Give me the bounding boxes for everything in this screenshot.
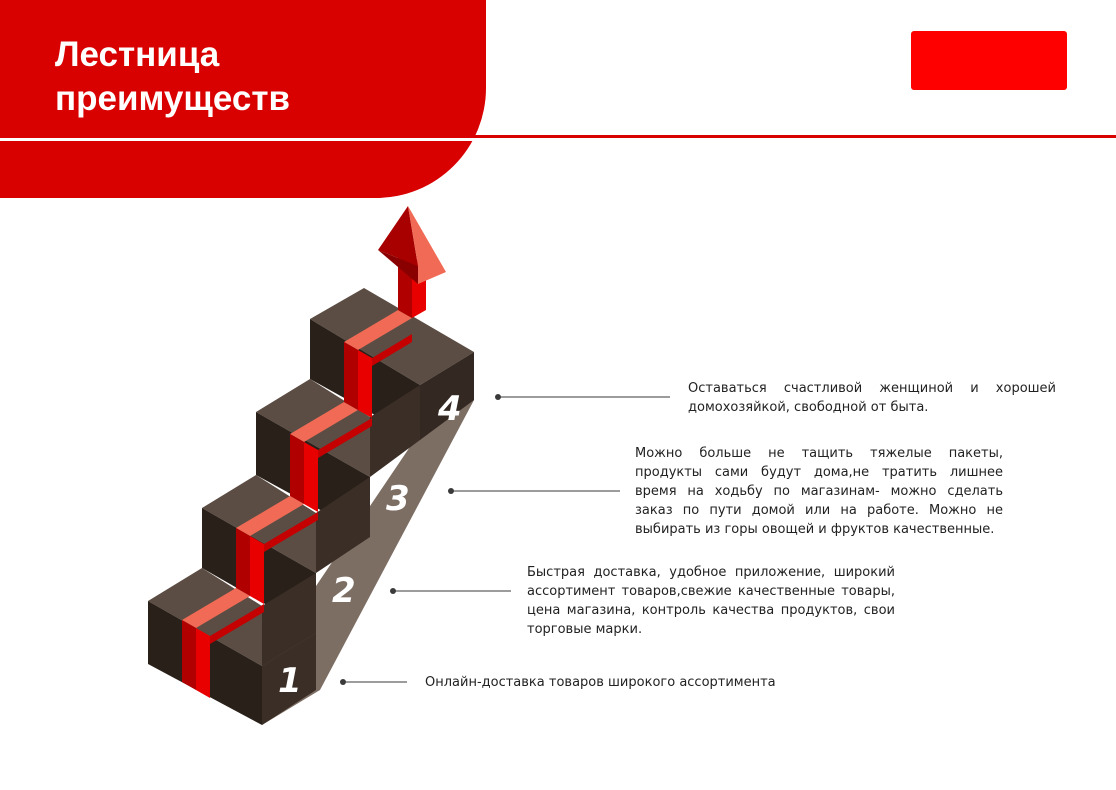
- step-number-2: 2: [332, 571, 356, 611]
- callout-connector-3: [448, 488, 620, 494]
- up-arrow-icon: [378, 206, 446, 284]
- callout-step-3: Можно больше не тащить тяжелые пакеты, продукты сами будут дома,не тратить лишнее время на ходьбу по магазинам- можно сделать заказ по пути домой или на работе. Можно не выбирать из горы овощей и фруктов качественные.: [635, 446, 1003, 537]
- step-number-4: 4: [438, 389, 462, 429]
- callout-connector-2: [390, 588, 511, 594]
- step-number-3: 3: [386, 479, 410, 519]
- callout-connector-4: [495, 394, 670, 400]
- callout-step-1: Онлайн-доставка товаров широкого ассортимента: [425, 675, 776, 690]
- callout-step-2: Быстрая доставка, удобное приложение, широкий ассортимент товаров,свежие качественные товары, цена магазина, контроль качества продуктов, свои торговые марки.: [527, 565, 895, 637]
- page-title: Лестница преимуществ: [55, 35, 291, 118]
- callout-connector-1: [340, 679, 407, 685]
- callout-step-4: Оставаться счастливой женщиной и хорошей домохозяйкой, свободной от быта.: [688, 381, 1056, 415]
- step-number-1: 1: [278, 661, 302, 701]
